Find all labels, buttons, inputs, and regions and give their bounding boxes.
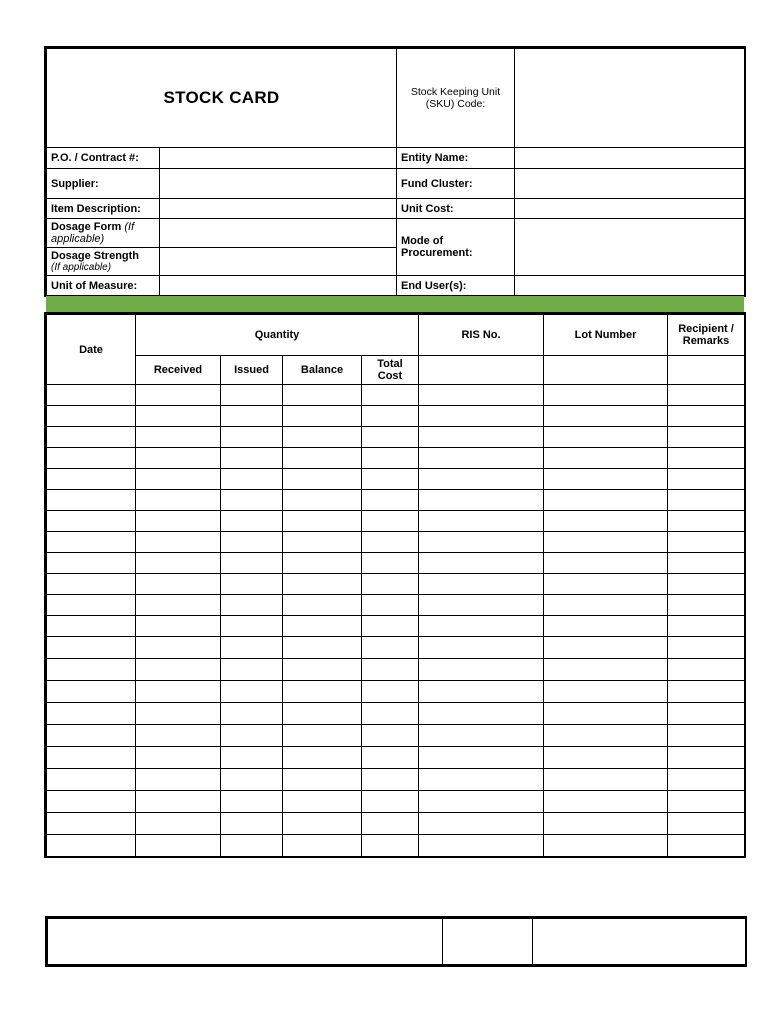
- ledger-cell-balance[interactable]: [283, 637, 362, 659]
- ledger-cell-recipient[interactable]: [668, 595, 745, 616]
- ledger-row: [47, 532, 745, 553]
- col-header-date: Date: [47, 315, 136, 385]
- ledger-cell-issued[interactable]: [221, 532, 283, 553]
- ledger-cell-ris-no[interactable]: [419, 427, 544, 448]
- ledger-cell-issued[interactable]: [221, 448, 283, 469]
- green-separator-band: [46, 296, 744, 313]
- ledger-row: [47, 427, 745, 448]
- ledger-cell-received[interactable]: [136, 637, 221, 659]
- col-header-total-cost-line2: Cost: [377, 370, 403, 382]
- ledger-cell-recipient[interactable]: [668, 813, 745, 835]
- ledger-cell-recipient[interactable]: [668, 553, 745, 574]
- ledger-cell-date[interactable]: [47, 448, 136, 469]
- ledger-row: [47, 448, 745, 469]
- ledger-cell-balance[interactable]: [283, 532, 362, 553]
- ledger-cell-total-cost[interactable]: [362, 703, 419, 725]
- ledger-cell-received[interactable]: [136, 659, 221, 681]
- lot-number-subheader-blank: [544, 356, 668, 385]
- ledger-cell-ris-no[interactable]: [419, 511, 544, 532]
- ledger-cell-lot-number[interactable]: [544, 532, 668, 553]
- ledger-cell-total-cost[interactable]: [362, 490, 419, 511]
- ledger-cell-recipient[interactable]: [668, 616, 745, 637]
- ledger-cell-received[interactable]: [136, 835, 221, 857]
- supplier-label: Supplier:: [47, 169, 160, 199]
- ledger-cell-received[interactable]: [136, 448, 221, 469]
- header-info-table: [46, 48, 745, 296]
- ledger-cell-received[interactable]: [136, 703, 221, 725]
- ledger-cell-ris-no[interactable]: [419, 574, 544, 595]
- ledger-cell-balance[interactable]: [283, 725, 362, 747]
- ledger-cell-ris-no[interactable]: [419, 659, 544, 681]
- ledger-cell-issued[interactable]: [221, 595, 283, 616]
- ledger-row: [47, 791, 745, 813]
- ledger-cell-recipient[interactable]: [668, 747, 745, 769]
- mode-of-procurement-field[interactable]: [515, 219, 745, 276]
- ledger-row: [47, 813, 745, 835]
- ledger-cell-issued[interactable]: [221, 747, 283, 769]
- sku-code-field[interactable]: [515, 49, 745, 148]
- ledger-cell-lot-number[interactable]: [544, 747, 668, 769]
- col-header-total-cost-cell: [362, 356, 419, 385]
- ledger-cell-total-cost[interactable]: [362, 553, 419, 574]
- ledger-cell-recipient[interactable]: [668, 835, 745, 857]
- ledger-cell-issued[interactable]: [221, 637, 283, 659]
- ledger-cell-recipient[interactable]: [668, 532, 745, 553]
- ledger-cell-date[interactable]: [47, 637, 136, 659]
- mode-of-procurement-line1: Mode of: [401, 235, 444, 247]
- dosage-strength-label: Dosage Strength: [51, 250, 140, 262]
- ledger-cell-total-cost[interactable]: [362, 835, 419, 857]
- ledger-cell-received[interactable]: [136, 406, 221, 427]
- ledger-cell-ris-no[interactable]: [419, 532, 544, 553]
- ledger-cell-ris-no[interactable]: [419, 385, 544, 406]
- ledger-cell-balance[interactable]: [283, 595, 362, 616]
- ledger-cell-ris-no[interactable]: [419, 747, 544, 769]
- po-contract-field[interactable]: [160, 148, 397, 169]
- entity-name-field[interactable]: [515, 148, 745, 169]
- dosage-form-label-cell: [47, 219, 160, 248]
- col-header-recipient-line1: Recipient /: [678, 323, 734, 335]
- ledger-row: [47, 511, 745, 532]
- fund-cluster-field[interactable]: [515, 169, 745, 199]
- ledger-cell-date[interactable]: [47, 406, 136, 427]
- ledger-cell-ris-no[interactable]: [419, 490, 544, 511]
- ledger-cell-balance[interactable]: [283, 448, 362, 469]
- ledger-cell-balance[interactable]: [283, 553, 362, 574]
- ledger-cell-issued[interactable]: [221, 427, 283, 448]
- ledger-cell-balance[interactable]: [283, 659, 362, 681]
- ledger-cell-date[interactable]: [47, 490, 136, 511]
- ledger-cell-received[interactable]: [136, 574, 221, 595]
- ledger-cell-issued[interactable]: [221, 490, 283, 511]
- col-header-issued: Issued: [221, 356, 283, 385]
- page-title: STOCK CARD: [163, 88, 280, 107]
- ledger-cell-ris-no[interactable]: [419, 637, 544, 659]
- ledger-cell-date[interactable]: [47, 616, 136, 637]
- dosage-form-field[interactable]: [160, 219, 397, 248]
- ledger-cell-balance[interactable]: [283, 406, 362, 427]
- ledger-cell-recipient[interactable]: [668, 427, 745, 448]
- ledger-cell-lot-number[interactable]: [544, 595, 668, 616]
- ledger-cell-issued[interactable]: [221, 725, 283, 747]
- ledger-cell-received[interactable]: [136, 791, 221, 813]
- ledger-cell-date[interactable]: [47, 385, 136, 406]
- ledger-cell-total-cost[interactable]: [362, 469, 419, 490]
- ledger-row: [47, 703, 745, 725]
- ledger-cell-ris-no[interactable]: [419, 469, 544, 490]
- ledger-cell-lot-number[interactable]: [544, 574, 668, 595]
- ledger-cell-issued[interactable]: [221, 553, 283, 574]
- ledger-cell-ris-no[interactable]: [419, 769, 544, 791]
- col-header-quantity: Quantity: [136, 315, 419, 356]
- mode-of-procurement-label-cell: [397, 219, 515, 276]
- end-users-label: End User(s):: [397, 276, 515, 296]
- ledger-cell-received[interactable]: [136, 769, 221, 791]
- ledger-cell-received[interactable]: [136, 490, 221, 511]
- unit-cost-label: Unit Cost:: [397, 199, 515, 219]
- ledger-row: [47, 385, 745, 406]
- ledger-row: [47, 469, 745, 490]
- ledger-cell-balance[interactable]: [283, 703, 362, 725]
- ledger-cell-lot-number[interactable]: [544, 490, 668, 511]
- ledger-cell-date[interactable]: [47, 791, 136, 813]
- sku-label-line2: (SKU) Code:: [425, 98, 486, 110]
- footer-cell-middle[interactable]: [443, 919, 533, 965]
- ledger-cell-issued[interactable]: [221, 681, 283, 703]
- po-contract-label: P.O. / Contract #:: [47, 148, 160, 169]
- ledger-cell-total-cost[interactable]: [362, 406, 419, 427]
- ledger-cell-date[interactable]: [47, 747, 136, 769]
- ledger-cell-balance[interactable]: [283, 469, 362, 490]
- ledger-cell-recipient[interactable]: [668, 703, 745, 725]
- ledger-cell-lot-number[interactable]: [544, 616, 668, 637]
- supplier-field[interactable]: [160, 169, 397, 199]
- col-header-received: Received: [136, 356, 221, 385]
- ledger-cell-recipient[interactable]: [668, 769, 745, 791]
- mode-of-procurement-line2: Procurement:: [401, 247, 473, 259]
- ledger-cell-received[interactable]: [136, 595, 221, 616]
- ledger-cell-recipient[interactable]: [668, 659, 745, 681]
- ledger-row: [47, 659, 745, 681]
- ledger-cell-ris-no[interactable]: [419, 835, 544, 857]
- ledger-cell-issued[interactable]: [221, 511, 283, 532]
- footer-cell-left[interactable]: [48, 919, 443, 965]
- ledger-cell-date[interactable]: [47, 725, 136, 747]
- ledger-cell-total-cost[interactable]: [362, 448, 419, 469]
- ledger-cell-date[interactable]: [47, 511, 136, 532]
- ledger-row: [47, 616, 745, 637]
- ledger-block: [44, 312, 746, 858]
- ledger-row: [47, 725, 745, 747]
- ledger-cell-ris-no[interactable]: [419, 681, 544, 703]
- ledger-cell-date[interactable]: [47, 703, 136, 725]
- ledger-cell-total-cost[interactable]: [362, 511, 419, 532]
- ledger-cell-lot-number[interactable]: [544, 427, 668, 448]
- ledger-cell-date[interactable]: [47, 532, 136, 553]
- ledger-cell-date[interactable]: [47, 574, 136, 595]
- ledger-cell-ris-no[interactable]: [419, 813, 544, 835]
- item-description-field[interactable]: [160, 199, 397, 219]
- ledger-cell-lot-number[interactable]: [544, 703, 668, 725]
- ledger-cell-ris-no[interactable]: [419, 553, 544, 574]
- ledger-cell-lot-number[interactable]: [544, 448, 668, 469]
- item-description-label: Item Description:: [47, 199, 160, 219]
- ledger-cell-date[interactable]: [47, 769, 136, 791]
- ris-no-subheader-blank: [419, 356, 544, 385]
- fund-cluster-label: Fund Cluster:: [397, 169, 515, 199]
- sku-label-cell: [397, 49, 515, 148]
- ledger-row: [47, 490, 745, 511]
- ledger-cell-date[interactable]: [47, 553, 136, 574]
- ledger-row: [47, 595, 745, 616]
- bottom-footer-box: [45, 916, 747, 967]
- title-cell: [47, 49, 397, 148]
- ledger-cell-balance[interactable]: [283, 813, 362, 835]
- ledger-cell-date[interactable]: [47, 813, 136, 835]
- ledger-cell-ris-no[interactable]: [419, 703, 544, 725]
- unit-of-measure-field[interactable]: [160, 276, 397, 296]
- ledger-cell-ris-no[interactable]: [419, 616, 544, 637]
- unit-cost-field[interactable]: [515, 199, 745, 219]
- ledger-cell-total-cost[interactable]: [362, 791, 419, 813]
- recipient-subheader-blank: [668, 356, 745, 385]
- ledger-cell-received[interactable]: [136, 511, 221, 532]
- ledger-cell-recipient[interactable]: [668, 406, 745, 427]
- ledger-cell-date[interactable]: [47, 659, 136, 681]
- ledger-cell-received[interactable]: [136, 385, 221, 406]
- ledger-cell-lot-number[interactable]: [544, 469, 668, 490]
- ledger-cell-total-cost[interactable]: [362, 725, 419, 747]
- ledger-cell-date[interactable]: [47, 469, 136, 490]
- col-header-recipient-line2: Remarks: [682, 335, 730, 347]
- ledger-cell-recipient[interactable]: [668, 681, 745, 703]
- dosage-strength-note: (If applicable): [51, 262, 112, 273]
- bottom-footer-table: [47, 918, 746, 965]
- ledger-cell-total-cost[interactable]: [362, 532, 419, 553]
- ledger-cell-issued[interactable]: [221, 703, 283, 725]
- ledger-cell-total-cost[interactable]: [362, 574, 419, 595]
- ledger-cell-balance[interactable]: [283, 427, 362, 448]
- col-header-total-cost-line1: Total: [377, 358, 403, 370]
- ledger-cell-ris-no[interactable]: [419, 791, 544, 813]
- dosage-form-note: (If applicable): [51, 221, 135, 245]
- ledger-cell-lot-number[interactable]: [544, 406, 668, 427]
- footer-cell-right[interactable]: [533, 919, 746, 965]
- ledger-cell-date[interactable]: [47, 427, 136, 448]
- ledger-cell-received[interactable]: [136, 813, 221, 835]
- ledger-cell-lot-number[interactable]: [544, 769, 668, 791]
- ledger-cell-issued[interactable]: [221, 385, 283, 406]
- ledger-cell-date[interactable]: [47, 835, 136, 857]
- ledger-cell-recipient[interactable]: [668, 574, 745, 595]
- col-header-recipient-cell: [668, 315, 745, 356]
- stock-card-header-block: [44, 46, 746, 297]
- ledger-cell-ris-no[interactable]: [419, 406, 544, 427]
- ledger-cell-balance[interactable]: [283, 747, 362, 769]
- ledger-cell-recipient[interactable]: [668, 511, 745, 532]
- ledger-cell-issued[interactable]: [221, 813, 283, 835]
- ledger-cell-balance[interactable]: [283, 490, 362, 511]
- ledger-cell-total-cost[interactable]: [362, 595, 419, 616]
- ledger-cell-lot-number[interactable]: [544, 659, 668, 681]
- end-users-field[interactable]: [515, 276, 745, 296]
- ledger-cell-balance[interactable]: [283, 616, 362, 637]
- ledger-cell-total-cost[interactable]: [362, 681, 419, 703]
- ledger-row: [47, 637, 745, 659]
- ledger-cell-ris-no[interactable]: [419, 448, 544, 469]
- col-header-ris-no: RIS No.: [419, 315, 544, 356]
- ledger-cell-total-cost[interactable]: [362, 747, 419, 769]
- ledger-cell-issued[interactable]: [221, 574, 283, 595]
- ledger-cell-lot-number[interactable]: [544, 725, 668, 747]
- ledger-cell-ris-no[interactable]: [419, 595, 544, 616]
- ledger-cell-lot-number[interactable]: [544, 385, 668, 406]
- ledger-cell-lot-number[interactable]: [544, 791, 668, 813]
- ledger-table: [46, 314, 745, 857]
- ledger-cell-balance[interactable]: [283, 385, 362, 406]
- ledger-cell-issued[interactable]: [221, 835, 283, 857]
- ledger-row: [47, 681, 745, 703]
- ledger-cell-issued[interactable]: [221, 791, 283, 813]
- ledger-row: [47, 574, 745, 595]
- ledger-cell-received[interactable]: [136, 469, 221, 490]
- ledger-cell-lot-number[interactable]: [544, 553, 668, 574]
- ledger-cell-issued[interactable]: [221, 616, 283, 637]
- sku-label-line1: Stock Keeping Unit: [410, 86, 501, 98]
- ledger-cell-lot-number[interactable]: [544, 511, 668, 532]
- ledger-row: [47, 553, 745, 574]
- ledger-cell-balance[interactable]: [283, 791, 362, 813]
- ledger-cell-lot-number[interactable]: [544, 835, 668, 857]
- ledger-cell-total-cost[interactable]: [362, 427, 419, 448]
- ledger-cell-total-cost[interactable]: [362, 616, 419, 637]
- ledger-cell-recipient[interactable]: [668, 791, 745, 813]
- ledger-cell-recipient[interactable]: [668, 490, 745, 511]
- ledger-cell-issued[interactable]: [221, 659, 283, 681]
- ledger-cell-received[interactable]: [136, 553, 221, 574]
- unit-of-measure-label: Unit of Measure:: [47, 276, 160, 296]
- ledger-cell-received[interactable]: [136, 532, 221, 553]
- col-header-balance: Balance: [283, 356, 362, 385]
- ledger-cell-received[interactable]: [136, 725, 221, 747]
- ledger-cell-received[interactable]: [136, 681, 221, 703]
- ledger-cell-total-cost[interactable]: [362, 769, 419, 791]
- ledger-cell-total-cost[interactable]: [362, 813, 419, 835]
- ledger-cell-issued[interactable]: [221, 469, 283, 490]
- ledger-row: [47, 406, 745, 427]
- ledger-cell-lot-number[interactable]: [544, 637, 668, 659]
- ledger-cell-balance[interactable]: [283, 511, 362, 532]
- ledger-cell-recipient[interactable]: [668, 725, 745, 747]
- ledger-cell-ris-no[interactable]: [419, 725, 544, 747]
- ledger-cell-received[interactable]: [136, 427, 221, 448]
- ledger-cell-issued[interactable]: [221, 406, 283, 427]
- ledger-cell-recipient[interactable]: [668, 469, 745, 490]
- entity-name-label: Entity Name:: [397, 148, 515, 169]
- ledger-cell-received[interactable]: [136, 747, 221, 769]
- ledger-cell-recipient[interactable]: [668, 385, 745, 406]
- ledger-row: [47, 769, 745, 791]
- ledger-cell-date[interactable]: [47, 595, 136, 616]
- ledger-cell-balance[interactable]: [283, 681, 362, 703]
- ledger-cell-date[interactable]: [47, 681, 136, 703]
- ledger-cell-balance[interactable]: [283, 835, 362, 857]
- ledger-cell-lot-number[interactable]: [544, 813, 668, 835]
- ledger-cell-total-cost[interactable]: [362, 637, 419, 659]
- ledger-row: [47, 835, 745, 857]
- dosage-strength-field[interactable]: [160, 248, 397, 276]
- ledger-cell-total-cost[interactable]: [362, 659, 419, 681]
- dosage-form-label: Dosage Form: [51, 221, 122, 233]
- col-header-lot-number: Lot Number: [544, 315, 668, 356]
- ledger-cell-issued[interactable]: [221, 769, 283, 791]
- dosage-strength-label-cell: [47, 248, 160, 276]
- ledger-rows: [47, 385, 745, 857]
- ledger-row: [47, 747, 745, 769]
- ledger-cell-recipient[interactable]: [668, 448, 745, 469]
- ledger-cell-balance[interactable]: [283, 769, 362, 791]
- ledger-cell-balance[interactable]: [283, 574, 362, 595]
- ledger-cell-lot-number[interactable]: [544, 681, 668, 703]
- ledger-cell-total-cost[interactable]: [362, 385, 419, 406]
- ledger-cell-recipient[interactable]: [668, 637, 745, 659]
- ledger-cell-received[interactable]: [136, 616, 221, 637]
